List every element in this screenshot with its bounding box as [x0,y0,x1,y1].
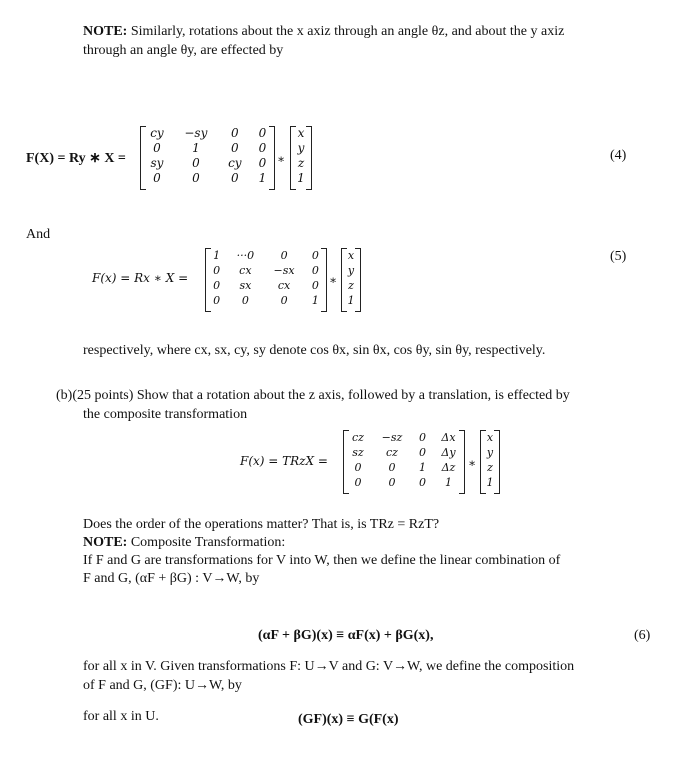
eq5-matrix-cell: 0 [311,264,319,277]
eq4-matrix-cell: 0 [192,156,200,170]
eqb-vector-row [481,445,499,460]
eq5-matrix-cell: 0 [213,279,221,292]
eqb-matrix-cell: 0 [419,476,426,489]
eqb-matrix-cell: 1 [444,476,452,489]
eq4-matrix-cell: 0 [258,156,267,170]
eq4-vector-cell: 1 [297,171,305,185]
eq5-matrix-cell: 0 [213,294,221,307]
eq5-matrix [205,248,327,312]
partb-line-2: the composite transformation [83,407,248,422]
eq4-matrix-cell: cy [228,156,242,170]
eq5-matrix-cell: 0 [241,294,249,307]
eq5-vector-row [342,278,360,293]
eq4-matrix-row [141,171,274,186]
eq5-matrix-row [206,293,326,308]
eq4-op: ∗ [277,152,286,166]
note2-line-1: If F and G are transformations for V into W, then we define the linear combination of [83,553,561,568]
note2-label: NOTE: [83,535,128,550]
eq6-number: (6) [634,628,651,643]
eq5-vector-cell: y [347,264,355,277]
eqb-matrix-cell: 0 [354,461,362,474]
eqb-matrix-cell: cz [351,431,364,444]
eq4-matrix-cell: cy [150,126,164,140]
eqb-matrix-row [344,445,464,460]
eq4-matrix-cell: −sy [184,126,208,140]
eqb-matrix-cell: 0 [388,461,396,474]
and-label: And [26,227,51,242]
final-eq: (GF)(x) ≡ G(F(x) [298,712,399,727]
eq4-vector-row [291,156,311,171]
note2-title: Composite Transformation: [130,535,286,550]
note-label: NOTE: [83,24,128,39]
eq5-vector-cell: x [347,249,355,262]
eqb-op: ∗ [468,456,477,470]
eq4-matrix-cell: 1 [192,141,200,155]
eqb-matrix-cell: 0 [354,476,362,489]
partb-line-1: (b)(25 points) Show that a rotation about the z axis, followed by a translation, is effected by [56,388,570,403]
eq5-lhs: F(x) = Rx ∗ X = [92,271,189,285]
eq4-vector-row [291,171,311,186]
eq5-op: ∗ [329,273,338,287]
eq5-matrix-cell: 0 [213,264,221,277]
note-line-2: through an angle θy, are effected by [83,43,284,58]
eqb-matrix-row [344,475,464,490]
eq5-vector-cell: z [348,279,354,292]
eq5-vector [341,248,361,312]
eqb-matrix-cell: −sz [381,431,403,444]
eq4-vector-row [291,141,311,156]
eq5-matrix-cell: −sx [273,264,295,277]
eq5-number: (5) [610,249,627,264]
eq4-vector [290,126,312,190]
eq5-matrix-cell: 0 [280,294,288,307]
eqb-vector-cell: x [486,431,494,444]
eq4-matrix-cell: 0 [258,141,267,155]
eq5-matrix-row [206,248,326,263]
eq4-matrix-row [141,126,274,141]
eq5-matrix-row [206,278,326,293]
eqb-matrix-row [344,460,464,475]
eq5-matrix-cell: cx [239,264,252,277]
eq5-vector-cell: 1 [347,294,355,307]
eq4-matrix-cell: 0 [153,171,161,185]
composition-line-2: of F and G, (GF): U→W, by [83,678,242,693]
eq4-matrix-row [141,156,274,171]
eqb-vector-cell: y [486,446,494,459]
eqb-vector-row [481,475,499,490]
eqb-matrix-row [344,430,464,445]
eq5-matrix-cell: sx [239,279,252,292]
eq5-matrix-cell: cx [277,279,291,292]
note2-line-2: F and G, (αF + βG) : V→W, by [83,571,260,586]
eqb-matrix-cell: Δx [441,431,456,444]
eq4-matrix-cell: 0 [258,126,267,140]
eq4-matrix-cell: 1 [258,171,267,185]
eqb-matrix-cell: 0 [419,446,426,459]
eq5-vector-row [342,248,360,263]
composite-section [83,516,560,588]
eq4-vector-cell: y [297,141,305,155]
eq5-matrix-row [206,263,326,278]
eq4-matrix-cell: 0 [231,141,239,155]
eq6-text: (αF + βG)(x) ≡ αF(x) + βG(x), [258,628,434,643]
eqb-matrix [343,430,465,494]
eq4-matrix-cell: 0 [153,141,161,155]
eqb-matrix-cell: Δz [441,461,456,474]
eqb-vector-cell: z [487,461,493,474]
respectively-text: respectively, where cx, sx, cy, sy denote cos θx, sin θx, cos θy, sin θy, respectively. [83,343,546,358]
eqb-lhs: F(x) = TRzX = [240,454,328,468]
order-question: Does the order of the operations matter? That is, is TRz = RzT? [83,517,440,532]
eq5-matrix-cell: ···0 [236,249,255,262]
eq5-matrix-cell: 1 [311,294,319,307]
eq5-vector-row [342,263,360,278]
eqb-matrix-cell: 1 [419,461,426,474]
partb-paragraph [56,386,570,424]
eq4-matrix-cell: 0 [231,126,239,140]
eqb-vector-row [481,430,499,445]
eq4-matrix-cell: 0 [231,171,239,185]
eq4-matrix [140,126,275,190]
eqb-matrix-cell: 0 [388,476,396,489]
eqb-matrix-cell: 0 [419,431,426,444]
eq4-vector-cell: z [297,156,305,170]
eq4-number: (4) [610,148,627,163]
eq4-lhs: F(X) = Ry ∗ X = [26,151,126,166]
composition-line-1: for all x in V. Given transformations F: U→V and G: V→W, we define the composition [83,659,575,674]
composition-paragraph [83,657,574,695]
eqb-vector-row [481,460,499,475]
eqb-vector [480,430,500,494]
final-lead: for all x in U. [83,709,159,724]
eq5-vector-row [342,293,360,308]
eq4-vector-cell: x [297,126,305,140]
eq5-matrix-cell: 1 [213,249,221,262]
eq5-matrix-cell: 0 [311,249,319,262]
note-line-1: Similarly, rotations about the x axiz through an angle θz, and about the y axiz [130,24,565,39]
eq4-matrix-cell: sy [150,156,164,170]
eqb-matrix-cell: Δy [441,446,456,459]
eqb-matrix-cell: cz [385,446,398,459]
note-paragraph [83,22,564,60]
eq4-matrix-row [141,141,274,156]
eq5-matrix-cell: 0 [311,279,319,292]
eqb-matrix-cell: sz [352,446,364,459]
eq4-vector-row [291,126,311,141]
eqb-vector-cell: 1 [486,476,494,489]
eq5-matrix-cell: 0 [280,249,288,262]
eq4-matrix-cell: 0 [192,171,200,185]
